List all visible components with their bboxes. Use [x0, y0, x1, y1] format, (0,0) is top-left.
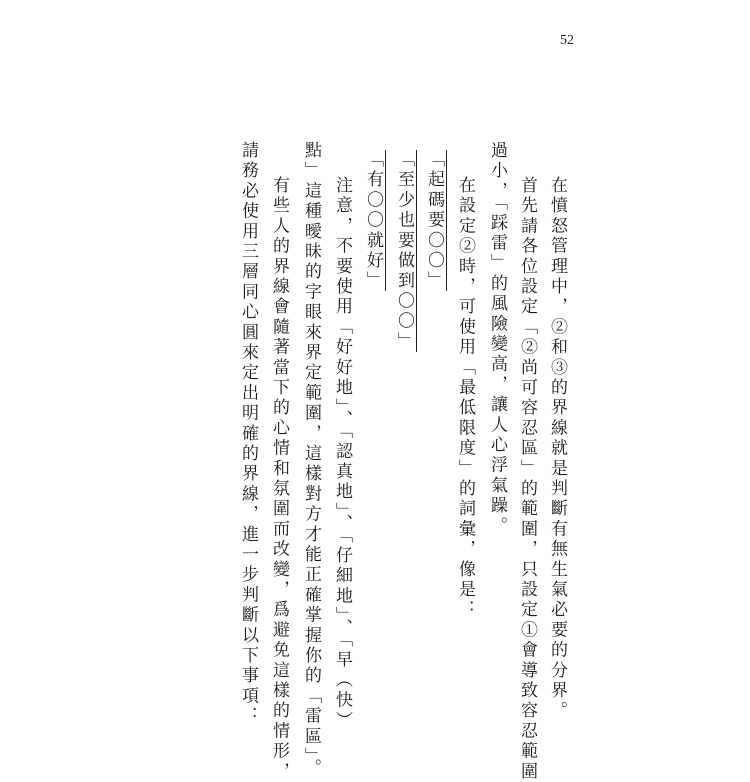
text-column: 有些人的界線會隨著當下的心情和氛圍而改變，爲避免這樣的情形，: [269, 176, 289, 782]
example-phrase: [364, 150, 381, 291]
text-column: 過小，「踩雷」的風險變高，讓人心浮氣躁。: [487, 141, 507, 537]
text-column: 在憤怒管理中，②和③的界線就是判斷有無生氣必要的分界。: [547, 176, 567, 722]
text-column: 請務必使用三層同心圓來定出明確的界線，進一步判斷以下事項：: [238, 141, 258, 727]
page-number: 52: [560, 33, 574, 48]
example-phrase: [425, 150, 442, 291]
text-column: 注意，不要使用「好好地」、「認真地」、「仔細地」、「早（快）: [332, 176, 352, 731]
text-column: 首先請各位設定「②尚可容忍區」的範圍，只設定①會導致容忍範圍: [517, 176, 537, 782]
example-phrase-text: 「起碼要〇〇」: [424, 150, 447, 291]
example-phrase-text: 「至少也要做到〇〇」: [394, 150, 417, 352]
example-phrase: [395, 150, 412, 352]
text-column: 點」這種曖昧的字眼來界定範圍，這樣對方才能正確掌握你的「雷區」。: [301, 141, 321, 779]
text-column: 在設定②時，可使用「最低限度」的詞彙，像是：: [455, 176, 475, 621]
example-phrase-text: 「有〇〇就好」: [363, 150, 386, 291]
